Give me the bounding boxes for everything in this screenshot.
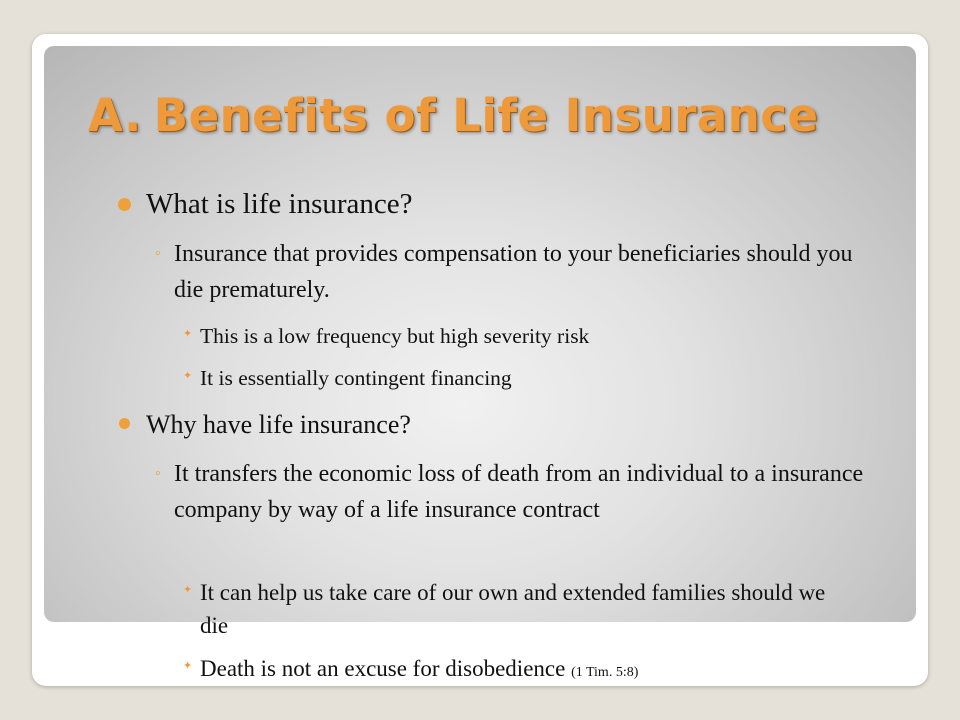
point-take-care	[183, 576, 840, 642]
scripture-citation: (1 Tim. 5:8)	[571, 665, 639, 680]
bullet-what-is-life-insurance	[146, 186, 413, 222]
point-text: Death is not an excuse for disobedience	[200, 656, 566, 681]
point-text: It can help us take care of our own and extended families should we die	[200, 580, 826, 638]
point-low-frequency	[183, 320, 840, 353]
sparkle-icon: ✦	[183, 370, 193, 382]
point-text: This is a low frequency but high severity risk	[200, 324, 590, 348]
subbullet-definition	[155, 236, 864, 308]
point-contingent-financing	[183, 362, 840, 395]
subbullet-text: Insurance that provides compensation to your beneficiaries should you die prematurely.	[174, 241, 853, 303]
sparkle-icon: ✦	[183, 328, 193, 340]
ring-icon: ◦	[155, 465, 161, 482]
subbullet-text: It transfers the economic loss of death from an individual to a insurance company by way of a life insurance contract	[174, 461, 864, 523]
subbullet-transfer	[155, 456, 864, 528]
bullet-why-have-life-insurance	[146, 407, 411, 443]
filled-circle-icon	[119, 418, 130, 429]
bullet-text: What is life insurance?	[146, 188, 413, 220]
bullet-text: Why have life insurance?	[146, 410, 411, 439]
slide-title	[88, 88, 819, 144]
point-disobedience	[183, 652, 900, 689]
point-text: It is essentially contingent financing	[200, 366, 512, 390]
title-text: Benefits of Life Insurance	[153, 89, 819, 142]
filled-circle-icon	[118, 198, 131, 211]
ring-icon: ◦	[155, 245, 161, 262]
sparkle-icon: ✦	[183, 584, 193, 596]
title-number: A.	[88, 89, 142, 142]
sparkle-icon: ✦	[183, 660, 193, 672]
